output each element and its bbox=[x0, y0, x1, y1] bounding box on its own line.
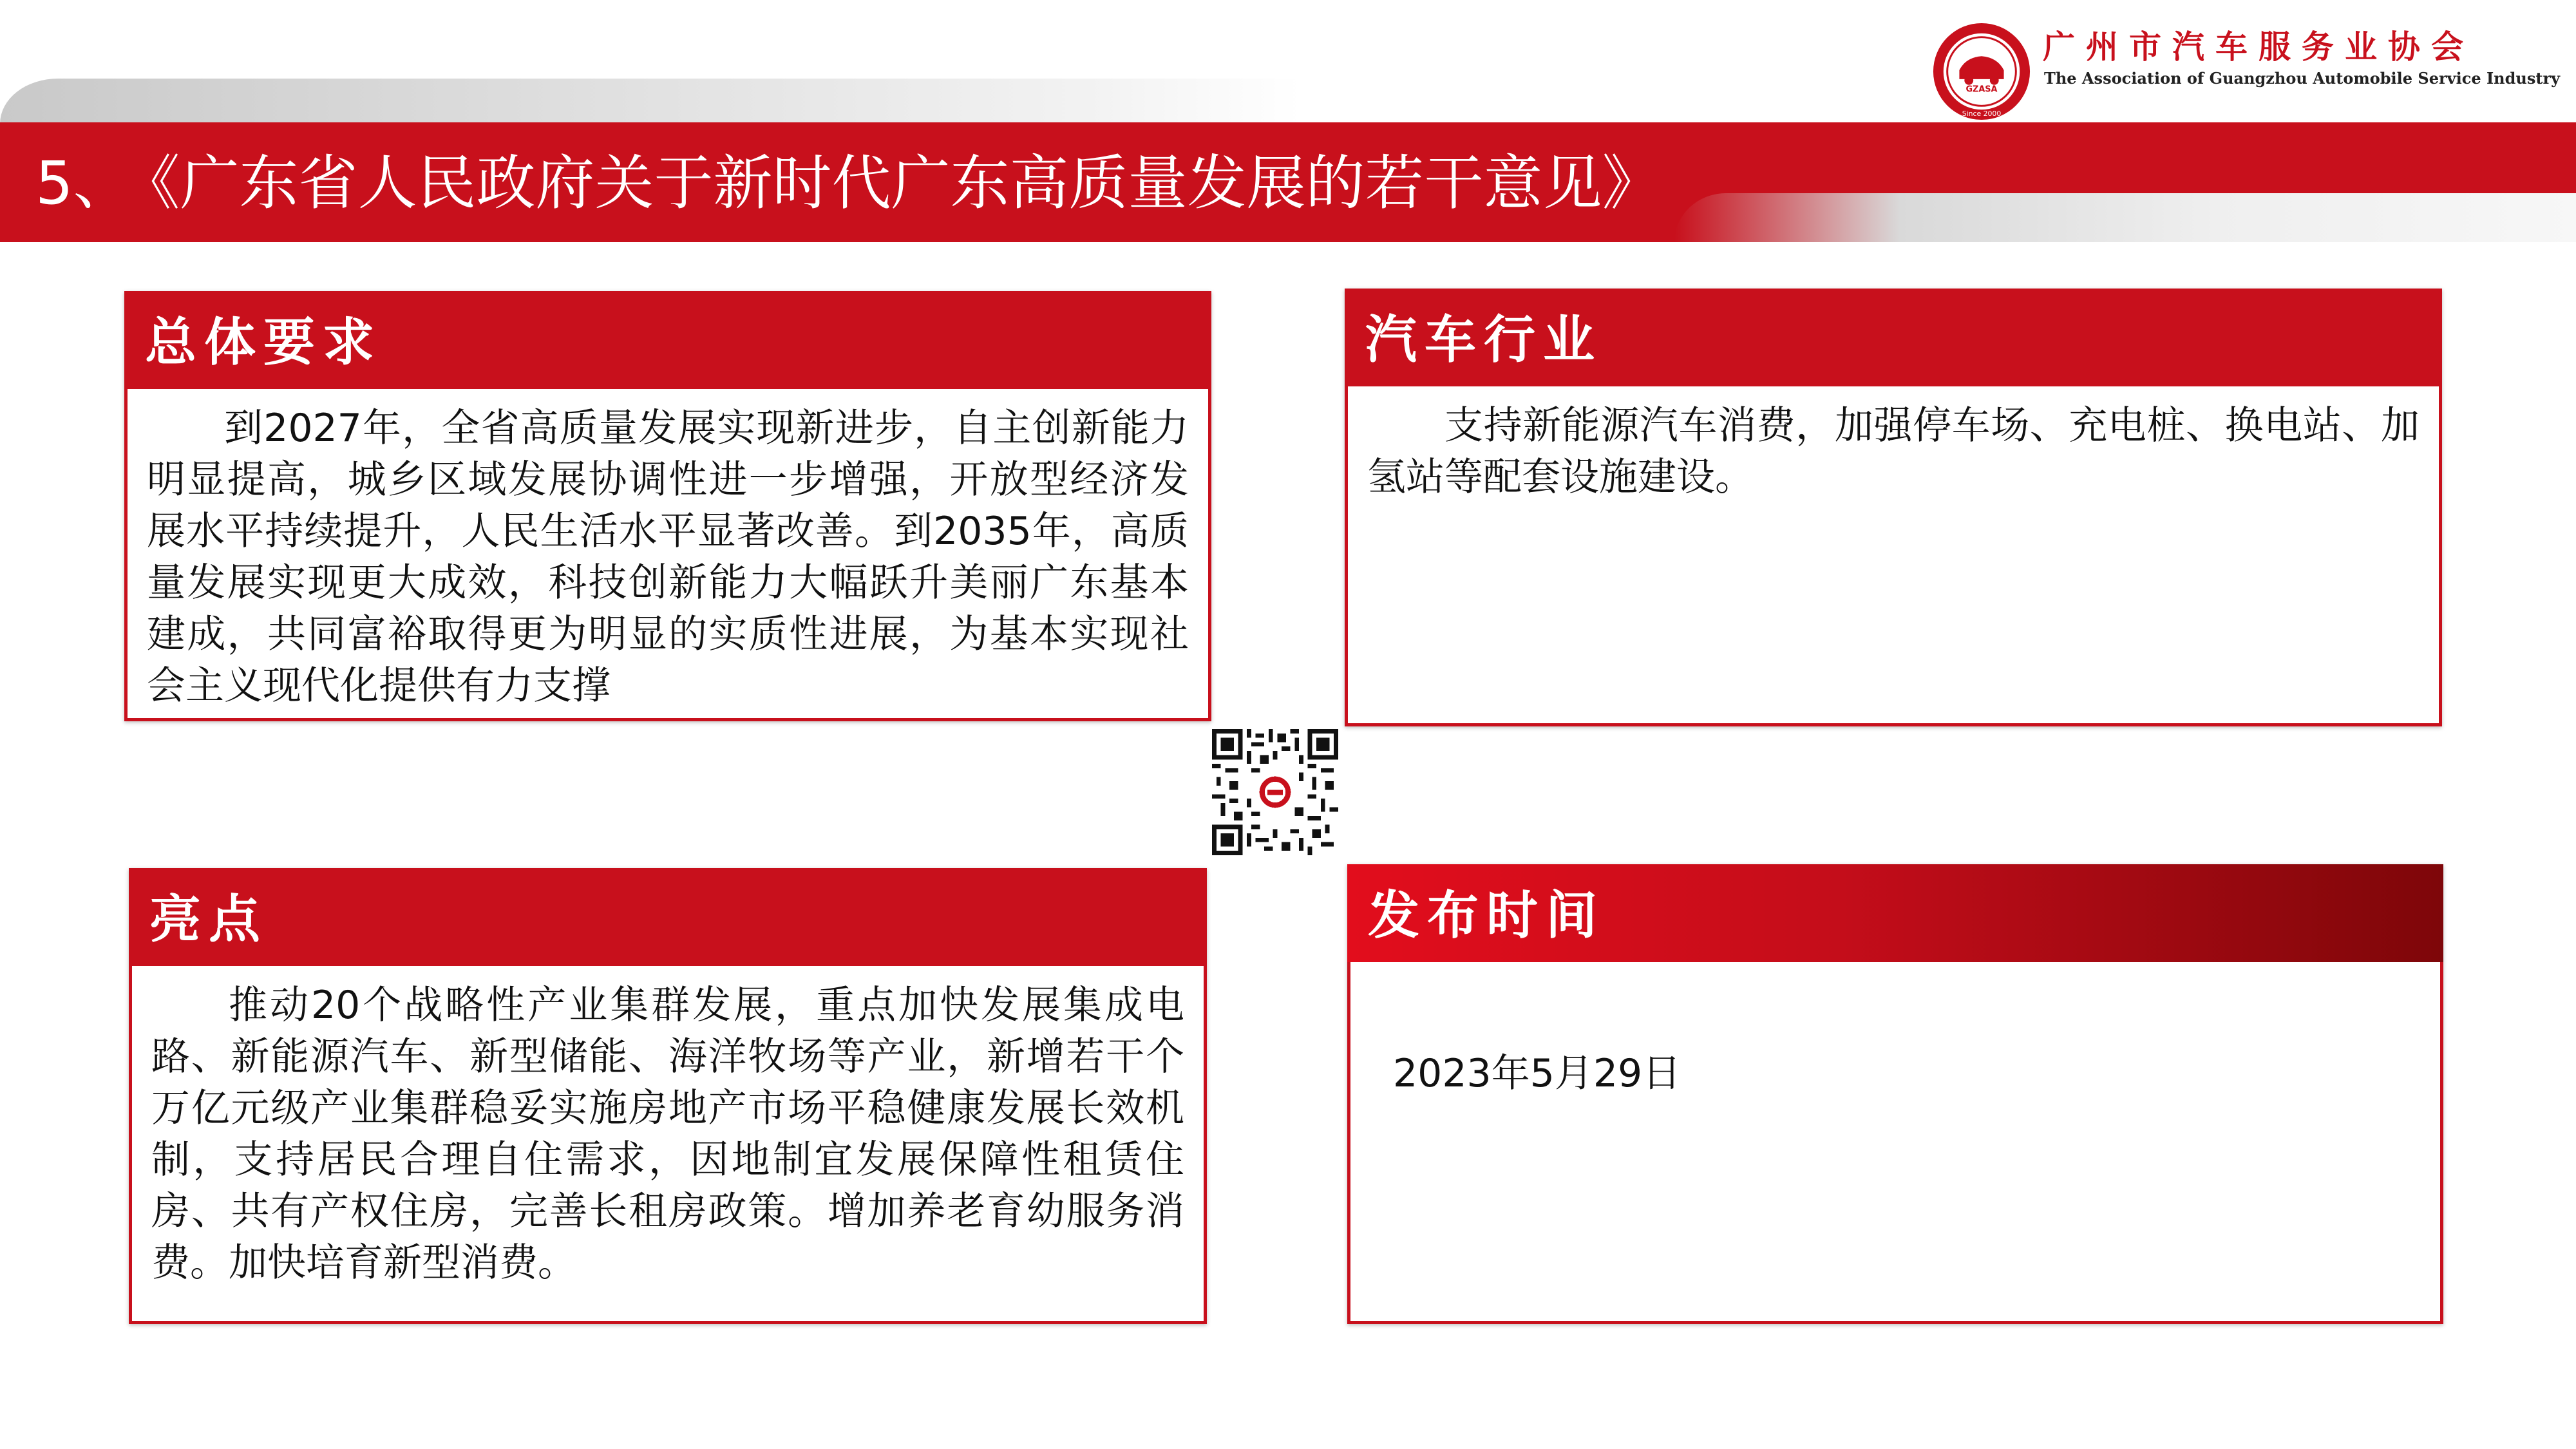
card-title: 总体要求 bbox=[145, 312, 382, 372]
page-title bbox=[35, 145, 1680, 222]
card-release-date bbox=[1347, 864, 2443, 1324]
card-body: 支持新能源汽车消费，加强停车场、充电桩、换电站、加氢站等配套设施建设。 bbox=[1367, 403, 2420, 500]
card-title: 汽车行业 bbox=[1365, 310, 1602, 370]
card-body: 到2027年，全省高质量发展实现新进步，自主创新能力明显提高，城乡区域发展协调性进一步增强，开放型经济发展水平持续提升，人民生活水平显著改善。到2035年，高质量发展实现更大成效，科技创新能力大幅跃升美丽广东基本建成，共同富裕取得更为明显的实质性进展，为基本实现社会主义现代化提供有力支撑 bbox=[147, 406, 1189, 708]
section-number: 5、 bbox=[35, 149, 133, 218]
card-header bbox=[129, 868, 1207, 966]
header-swoosh bbox=[0, 79, 1301, 128]
card-title: 亮点 bbox=[149, 889, 268, 949]
association-seal-icon bbox=[1931, 21, 2032, 122]
document-title: 《广东省人民政府关于新时代广东高质量发展的若干意见》 bbox=[150, 149, 1662, 218]
card-auto-industry bbox=[1345, 289, 2442, 726]
card-title: 发布时间 bbox=[1368, 886, 1605, 945]
release-date-text: 2023年5月29日 bbox=[1393, 1051, 1681, 1096]
title-bar-fade bbox=[1674, 193, 2576, 242]
association-name-cn: 广州市汽车服务业协会 bbox=[2043, 28, 2474, 66]
card-highlights bbox=[129, 868, 1207, 1324]
card-header bbox=[1345, 289, 2442, 386]
seal-abbr: GZASA bbox=[1965, 84, 1998, 95]
seal-since: Since 2000 bbox=[1962, 109, 2002, 118]
association-name-en: The Association of Guangzhou Automobile Service Industry bbox=[2044, 69, 2561, 88]
card-header bbox=[124, 291, 1211, 389]
card-header bbox=[1347, 864, 2443, 962]
card-overall-requirements bbox=[124, 291, 1211, 721]
qr-code-icon bbox=[1212, 729, 1338, 855]
card-body: 推动20个战略性产业集群发展，重点加快发展集成电路、新能源汽车、新型储能、海洋牧场等产业，新增若干个万亿元级产业集群稳妥实施房地产市场平稳健康发展长效机制，支持居民合理自住需求，因地制宜发展保障性租赁住房、共有产权住房，完善长租房政策。增加养老育幼服务消费。加快培育新型消费。 bbox=[151, 983, 1184, 1285]
